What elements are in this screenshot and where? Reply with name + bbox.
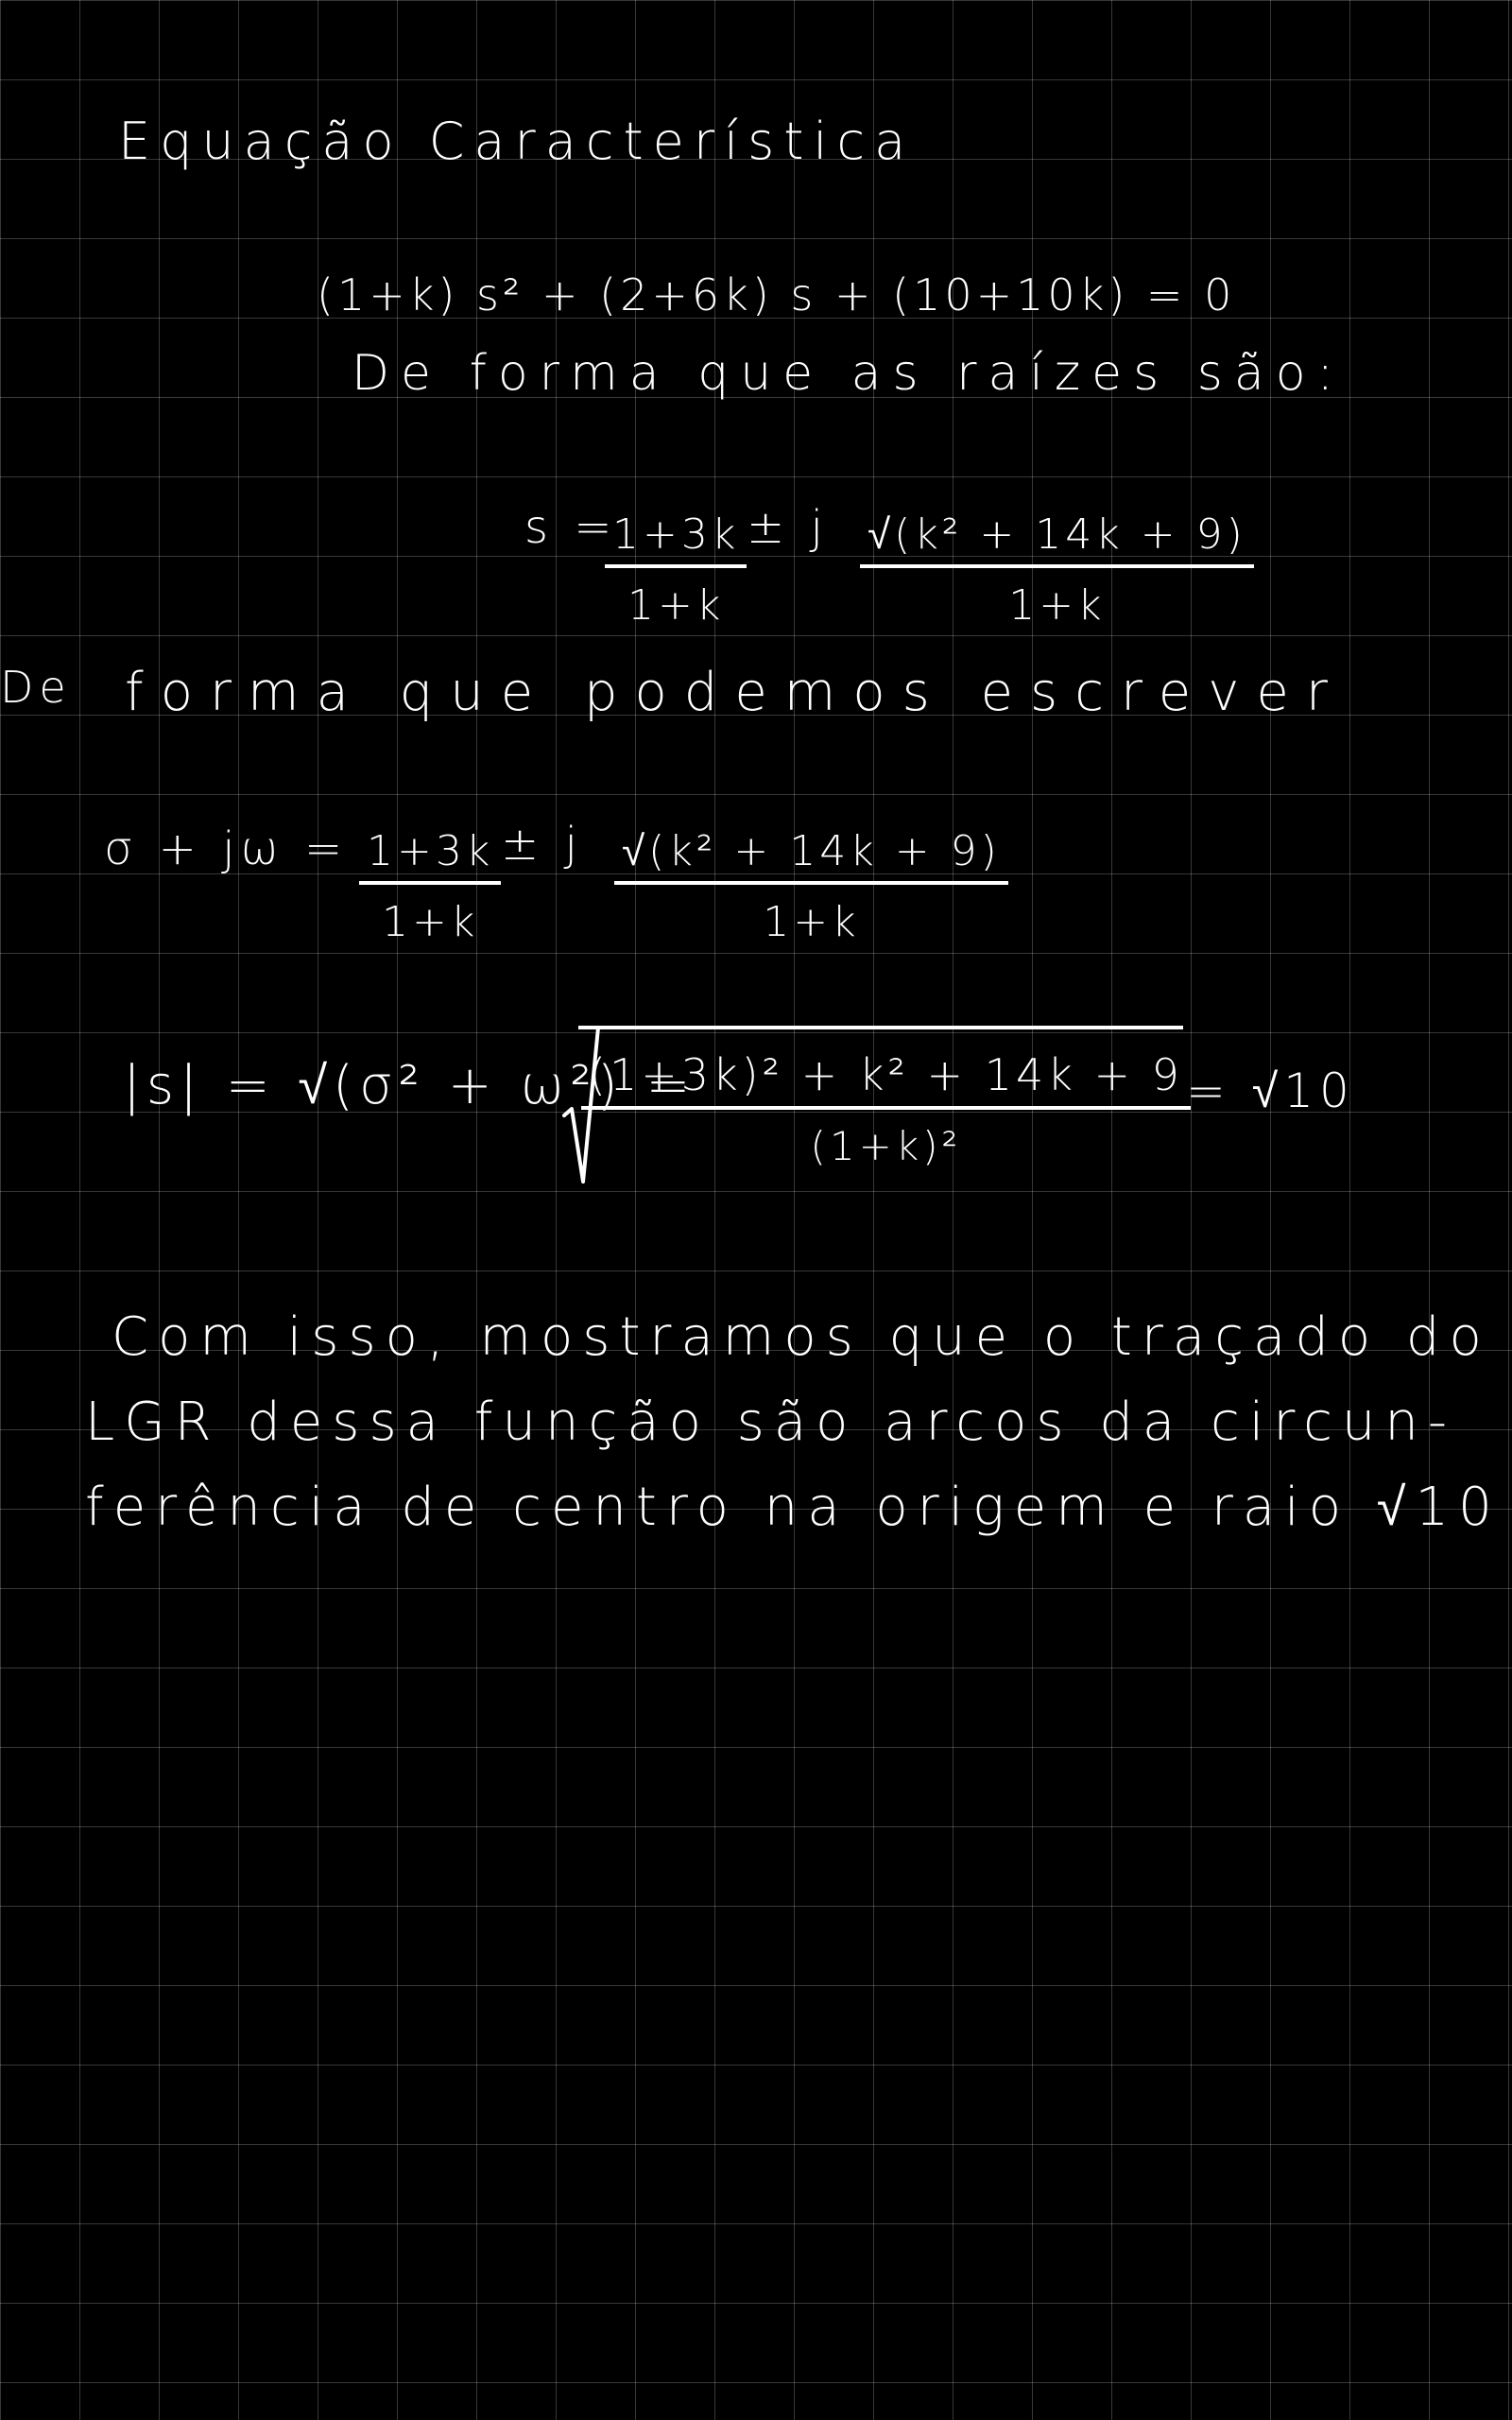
characteristic-equation: (1+k) s² + (2+6k) s + (10+10k) = 0 <box>317 269 1236 320</box>
conclusion-paragraph <box>85 1295 1512 1550</box>
sigma-numerator-1: 1+3k <box>359 827 501 885</box>
roots-intro-text: De forma que as raízes são: <box>352 345 1346 402</box>
sigma-fraction-1 <box>359 827 501 946</box>
conclusion-line-3: ferência de centro na origem e raio √10 <box>85 1477 1502 1538</box>
conclusion-line-1: Com isso, mostramos que o traçado do <box>112 1306 1491 1368</box>
sigma-fraction-2 <box>614 827 1008 946</box>
roots-lhs: s = <box>524 501 618 554</box>
roots-fraction-2 <box>860 510 1254 630</box>
page-title: Equação Característica <box>118 112 916 171</box>
conclusion-line-2: LGR dessa função são arcos da circun- <box>85 1392 1457 1453</box>
write-intro-text: forma que podemos escrever <box>125 662 1345 723</box>
sigma-numerator-2: √(k² + 14k + 9) <box>614 827 1008 885</box>
magnitude-lhs: |s| = √(σ² + ω²) = <box>123 1055 696 1116</box>
sigma-plus-minus-j: ± j <box>501 818 583 871</box>
roots-denominator-1: 1+k <box>627 581 725 630</box>
magnitude-denominator: (1+k)² <box>810 1123 962 1169</box>
roots-fraction-1 <box>605 510 747 630</box>
sigma-denominator-2: 1+k <box>763 898 860 946</box>
magnitude-numerator: (1+3k)² + k² + 14k + 9 <box>581 1049 1191 1110</box>
sigma-denominator-1: 1+k <box>382 898 479 946</box>
magnitude-fraction <box>581 1049 1191 1169</box>
margin-de-text: De <box>0 662 72 713</box>
roots-denominator-2: 1+k <box>1008 581 1106 630</box>
magnitude-result: = √10 <box>1186 1063 1355 1118</box>
roots-plus-minus-j: ± j <box>747 501 829 554</box>
radical-overline <box>578 1026 1183 1029</box>
sigma-omega-lhs: σ + jω = <box>104 822 349 875</box>
roots-numerator-2: √(k² + 14k + 9) <box>860 510 1254 568</box>
roots-numerator-1: 1+3k <box>605 510 747 568</box>
